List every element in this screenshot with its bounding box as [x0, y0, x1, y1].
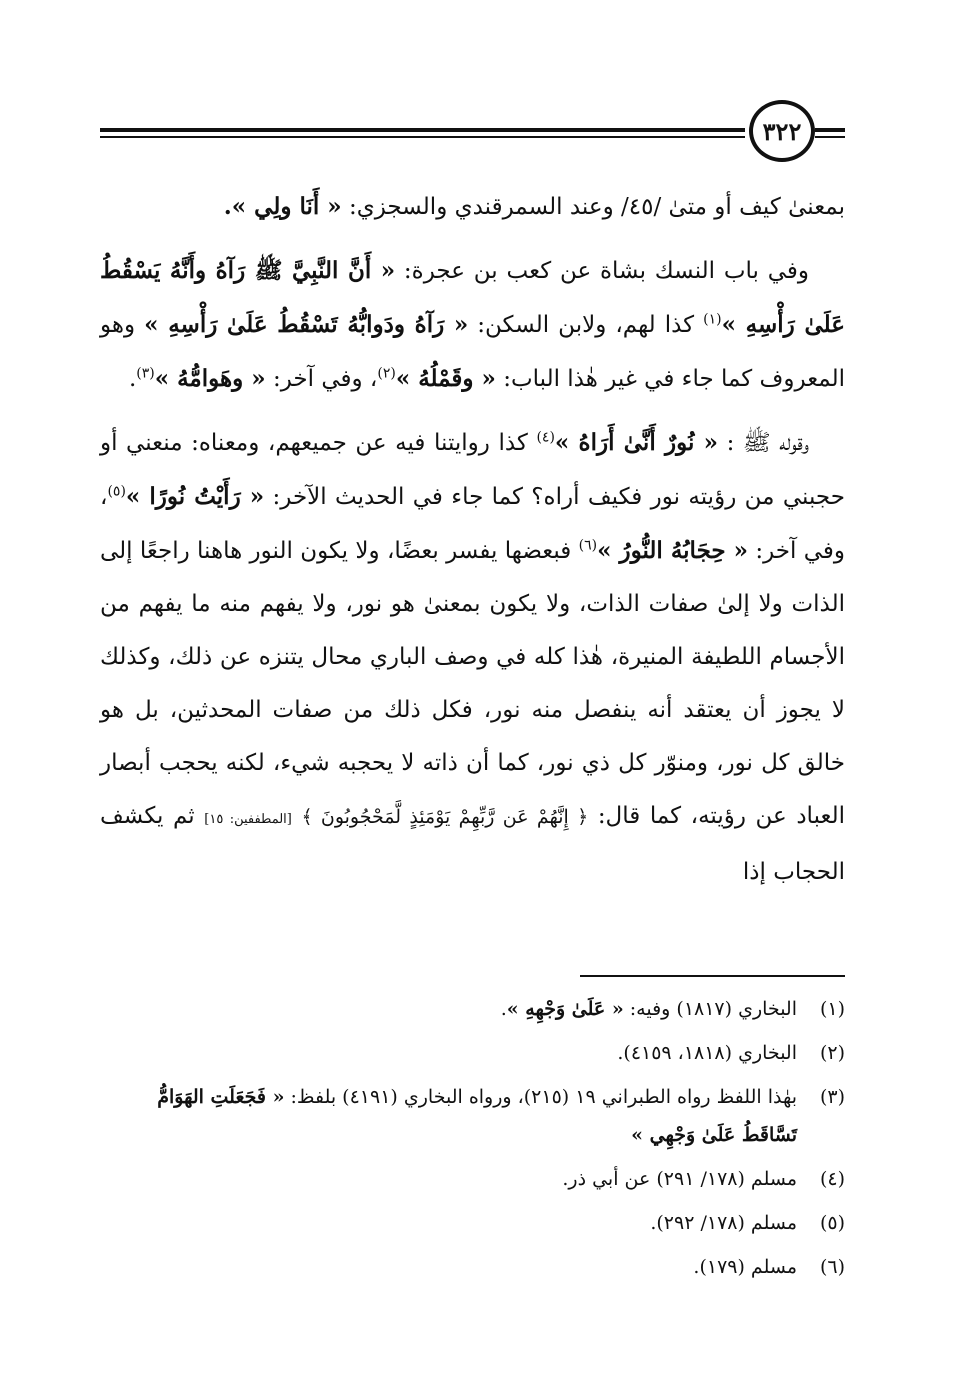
footnote-4 — [100, 1160, 845, 1198]
text-segment: ثم يكشف الحجاب إذا — [100, 803, 845, 885]
footnote-number: (٦) — [819, 1256, 845, 1278]
paragraph-3 — [100, 416, 845, 899]
hadith-quote: « رَأَيْتُ نُورًا » — [125, 483, 265, 510]
footnote-text: مسلم (١٧٨/ ٢٩١) عن أبي ذر. — [562, 1168, 797, 1190]
footnote-2 — [100, 1034, 845, 1072]
footnote-text: البخاري (١٨١٨، ٤١٥٩). — [617, 1042, 797, 1064]
footnote-number: (٥) — [819, 1212, 845, 1234]
footnote-number: (٣) — [819, 1086, 845, 1108]
footnote-text: البخاري (١٨١٧) وفيه: — [629, 998, 797, 1020]
page-header — [100, 100, 845, 170]
footnote-quote: « فَجَعَلَتِ الهَوَامُّ تَسَّاقَطُ عَلَىٰ وَجْهِي » — [157, 1086, 797, 1146]
footnote-ref[interactable]: (٥) — [107, 483, 126, 500]
paragraph-2 — [100, 244, 845, 406]
footnotes — [100, 990, 845, 1292]
footnote-quote: « عَلَىٰ وَجْهِهِ » — [506, 998, 624, 1020]
hadith-quote: « أَنَا ولِي ». — [223, 193, 342, 220]
footnote-ref[interactable]: (١) — [703, 311, 722, 328]
quran-verse: ﴿ إِنَّهُمْ عَن رَّبِّهِمْ يَوْمَئِذٍ لَّمَحْجُوبُونَ ﴾ — [301, 806, 589, 828]
footnote-3 — [100, 1078, 845, 1154]
verse-reference: [المطففين: ١٥] — [204, 812, 292, 827]
header-rule-tail — [815, 128, 845, 132]
footnote-separator — [580, 975, 845, 977]
header-rule-thick — [100, 128, 745, 132]
footnote-ref[interactable]: (٦) — [578, 537, 598, 554]
footnote-text: مسلم (١٧٩). — [693, 1256, 797, 1278]
hadith-quote: « وهَوامُّهُ » — [154, 365, 266, 392]
header-rule-tail-thin — [815, 136, 845, 138]
text-segment: كذا لهم، ولابن السكن: — [477, 312, 695, 338]
hadith-quote: « وقَمْلُهُ » — [395, 365, 496, 392]
footnote-number: (٢) — [819, 1042, 845, 1064]
footnote-tail: . — [500, 998, 507, 1020]
footnote-ref[interactable]: (٣) — [136, 365, 155, 382]
hadith-quote: « رَآهُ ودَوابُّهُ تَسْقُطُ عَلَىٰ رَأْسِهِ » — [144, 311, 469, 338]
text-segment: وقوله ﷺ : — [726, 430, 810, 456]
text-segment: فبعضها يفسر بعضًا، ولا يكون النور هاهنا راجعًا إلى الذات ولا إلىٰ صفات الذات، ولا يكون بمعنىٰ هو نور، ولا يفهم منه ما يفهم من الأجسام اللطيفة المنيرة، هٰذا كله في وصف الباري محال يتنزه عن ذلك، وكذلك لا يجوز أن يعتقد أنه ينفصل منه نور، فكل ذلك من صفات المحدثين، بل هو خالق كل نور، ومنوّر كل ذي نور، كما أن ذاته لا يحجبه شيء، لكنه يحجب أبصار العباد عن رؤيته، كما قال: — [100, 538, 845, 829]
page-number: ٣٢٢ — [749, 100, 815, 162]
footnote-number: (٤) — [819, 1168, 845, 1190]
text-segment: كذا روايتنا فيه عن جميعهم، ومعناه: منعني أو حجبني من رؤيته نور فكيف أراه؟ كما جاء في الحديث الآخر: — [100, 430, 845, 510]
hadith-quote: « أَنَّ النَّبِيَّ ﷺ رَآهُ وأَنَّهُ يَسْقُطُ عَلَىٰ رَأْسِهِ » — [100, 257, 845, 338]
hadith-quote: « حِجَابُهُ النُّورُ » — [597, 537, 749, 564]
hadith-quote: « نُورٌ أَنَّىٰ أَرَاهُ » — [554, 429, 718, 456]
header-rule-thin — [100, 136, 745, 138]
text-segment: . — [128, 366, 137, 392]
footnote-6 — [100, 1248, 845, 1286]
text-segment: ، وفي آخر: — [272, 366, 378, 392]
footnote-ref[interactable]: (٤) — [536, 429, 555, 446]
footnote-5 — [100, 1204, 845, 1242]
text-segment: وفي باب النسك بشاة عن كعب بن عجرة: — [403, 258, 809, 284]
main-text — [100, 180, 845, 909]
footnote-text: بهٰذا اللفظ رواه الطبراني ١٩ (٢١٥)، ورواه البخاري (٤١٩١) بلفظ: — [290, 1086, 797, 1108]
text-segment: بمعنىٰ كيف أو متىٰ /٤٥/ وعند السمرقندي والسجزي: — [348, 194, 845, 220]
footnote-text: مسلم (١٧٨/ ٢٩٢). — [650, 1212, 797, 1234]
paragraph-1 — [100, 180, 845, 234]
text-segment: ، وفي آخر: — [100, 484, 845, 564]
text-segment: وهو المعروف كما جاء في غير هٰذا الباب: — [100, 312, 845, 392]
footnote-number: (١) — [819, 998, 845, 1020]
footnote-ref[interactable]: (٢) — [377, 365, 396, 382]
footnote-1 — [100, 990, 845, 1028]
